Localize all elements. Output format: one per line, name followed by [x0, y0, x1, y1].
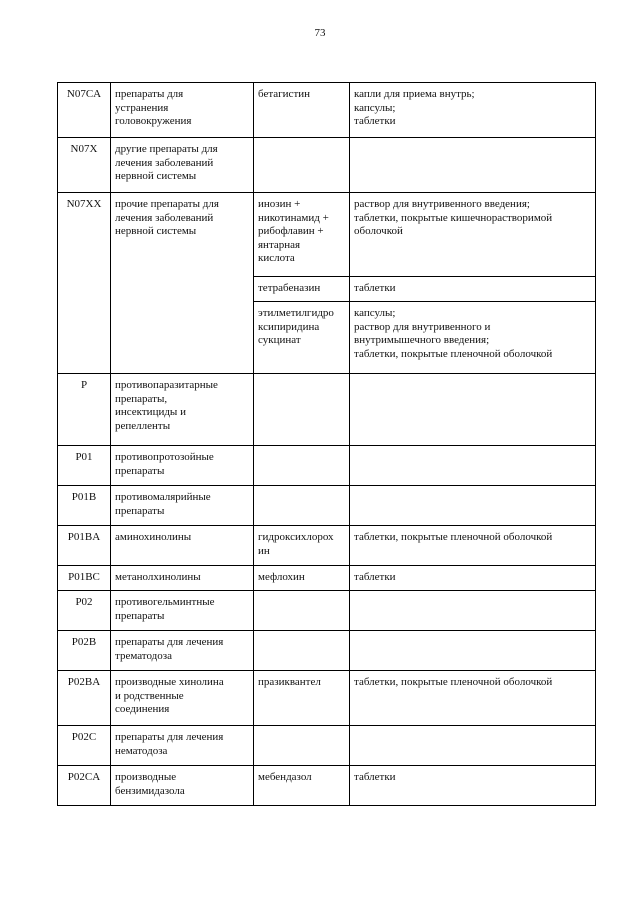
group-name-cell: [111, 193, 254, 374]
drug-name-text: мефлохин: [258, 571, 305, 583]
dosage-form-text: таблетки: [354, 771, 396, 783]
atc-code-cell: [58, 766, 111, 806]
table-row: [58, 766, 596, 806]
dosage-form-cell: [350, 631, 596, 671]
dosage-form-cell: [350, 302, 596, 374]
group-name-cell: [111, 374, 254, 446]
atc-code-text: P01B: [71, 491, 97, 503]
atc-code-cell: [58, 446, 111, 486]
table-row: [58, 446, 596, 486]
group-name-cell: [111, 671, 254, 726]
medicine-table: [57, 82, 596, 806]
atc-code-cell: [58, 83, 111, 138]
dosage-form-cell: [350, 138, 596, 193]
drug-name-cell: [254, 193, 350, 277]
table-row: [58, 566, 596, 591]
table-row: [58, 374, 596, 446]
atc-code-cell: [58, 526, 111, 566]
atc-code-text: P01: [75, 451, 93, 463]
atc-code-cell: [58, 138, 111, 193]
atc-code-cell: [58, 566, 111, 591]
page-number: 73: [314, 27, 326, 39]
atc-code-cell: [58, 374, 111, 446]
dosage-form-cell: [350, 486, 596, 526]
drug-name-cell: [254, 486, 350, 526]
atc-code-text: N07X: [70, 143, 98, 155]
atc-code-text: P: [80, 379, 88, 391]
table-row: [58, 726, 596, 766]
dosage-form-text: капли для приема внутрь; капсулы; таблетки: [354, 88, 475, 127]
dosage-form-cell: [350, 566, 596, 591]
table-row: [58, 193, 596, 277]
dosage-form-cell: [350, 671, 596, 726]
group-name-cell: [111, 83, 254, 138]
drug-name-text: мебендазол: [258, 771, 312, 783]
drug-name-text: инозин + никотинамид + рибофлавин + янтарная кислота: [258, 198, 329, 264]
drug-name-cell: [254, 138, 350, 193]
dosage-form-text: раствор для внутривенного введения; таблетки, покрытые кишечнорастворимой оболочкой: [354, 198, 553, 237]
drug-name-cell: [254, 374, 350, 446]
dosage-form-cell: [350, 83, 596, 138]
atc-code-text: P02BA: [67, 676, 101, 688]
drug-name-cell: [254, 83, 350, 138]
group-name-text: метанолхинолины: [115, 571, 201, 583]
group-name-cell: [111, 138, 254, 193]
group-name-text: препараты для устранения головокружения: [115, 88, 192, 127]
medicine-table-body: [58, 83, 596, 806]
group-name-cell: [111, 526, 254, 566]
group-name-text: другие препараты для лечения заболеваний нервной системы: [115, 143, 218, 182]
group-name-cell: [111, 631, 254, 671]
group-name-text: производные хинолина и родственные соединения: [115, 676, 224, 715]
group-name-text: противопротозойные препараты: [115, 451, 214, 477]
group-name-text: противопаразитарные препараты, инсектициды и репелленты: [115, 379, 218, 432]
dosage-form-cell: [350, 446, 596, 486]
dosage-form-cell: [350, 591, 596, 631]
table-row: [58, 631, 596, 671]
group-name-text: препараты для лечения нематодоза: [115, 731, 224, 757]
table-row: [58, 486, 596, 526]
atc-code-cell: [58, 193, 111, 374]
drug-name-cell: [254, 766, 350, 806]
atc-code-text: P01BC: [68, 571, 100, 583]
atc-code-cell: [58, 486, 111, 526]
drug-name-cell: [254, 671, 350, 726]
drug-name-text: этилметилгидро ксипиридина сукцинат: [258, 307, 334, 346]
table-row: [58, 591, 596, 631]
group-name-text: противомалярийные препараты: [115, 491, 211, 517]
atc-code-cell: [58, 671, 111, 726]
group-name-text: аминохинолины: [115, 531, 192, 543]
drug-name-cell: [254, 302, 350, 374]
group-name-text: прочие препараты для лечения заболеваний нервной системы: [115, 198, 219, 237]
drug-name-cell: [254, 591, 350, 631]
dosage-form-text: таблетки, покрытые пленочной оболочкой: [354, 676, 553, 688]
drug-name-cell: [254, 277, 350, 302]
dosage-form-cell: [350, 193, 596, 277]
group-name-text: препараты для лечения трематодоза: [115, 636, 224, 662]
atc-code-cell: [58, 631, 111, 671]
drug-name-text: празиквантел: [258, 676, 321, 688]
group-name-cell: [111, 446, 254, 486]
group-name-cell: [111, 766, 254, 806]
group-name-cell: [111, 486, 254, 526]
dosage-form-cell: [350, 726, 596, 766]
dosage-form-text: таблетки: [354, 282, 396, 294]
group-name-cell: [111, 591, 254, 631]
dosage-form-cell: [350, 277, 596, 302]
atc-code-text: P02B: [71, 636, 97, 648]
table-row: [58, 526, 596, 566]
group-name-cell: [111, 566, 254, 591]
table-row: [58, 138, 596, 193]
atc-code-cell: [58, 726, 111, 766]
atc-code-text: P02CA: [67, 771, 101, 783]
dosage-form-text: таблетки, покрытые пленочной оболочкой: [354, 531, 553, 543]
group-name-text: производные бензимидазола: [115, 771, 185, 797]
atc-code-cell: [58, 591, 111, 631]
atc-code-text: P02C: [71, 731, 97, 743]
drug-name-text: тетрабеназин: [258, 282, 321, 294]
drug-name-cell: [254, 446, 350, 486]
table-row: [58, 671, 596, 726]
drug-name-cell: [254, 631, 350, 671]
group-name-text: противогельминтные препараты: [115, 596, 215, 622]
drug-name-cell: [254, 566, 350, 591]
dosage-form-text: капсулы; раствор для внутривенного и внутримышечного введения; таблетки, покрытые пленочной оболочкой: [354, 307, 553, 360]
drug-name-cell: [254, 726, 350, 766]
dosage-form-cell: [350, 374, 596, 446]
group-name-cell: [111, 726, 254, 766]
drug-name-text: бетагистин: [258, 88, 311, 100]
atc-code-text: P02: [75, 596, 93, 608]
dosage-form-cell: [350, 766, 596, 806]
dosage-form-cell: [350, 526, 596, 566]
atc-code-text: P01BA: [67, 531, 101, 543]
table-row: [58, 83, 596, 138]
atc-code-text: N07XX: [66, 198, 102, 210]
dosage-form-text: таблетки: [354, 571, 396, 583]
atc-code-text: N07CA: [66, 88, 102, 100]
drug-name-text: гидроксихлорох ин: [258, 531, 334, 557]
drug-name-cell: [254, 526, 350, 566]
